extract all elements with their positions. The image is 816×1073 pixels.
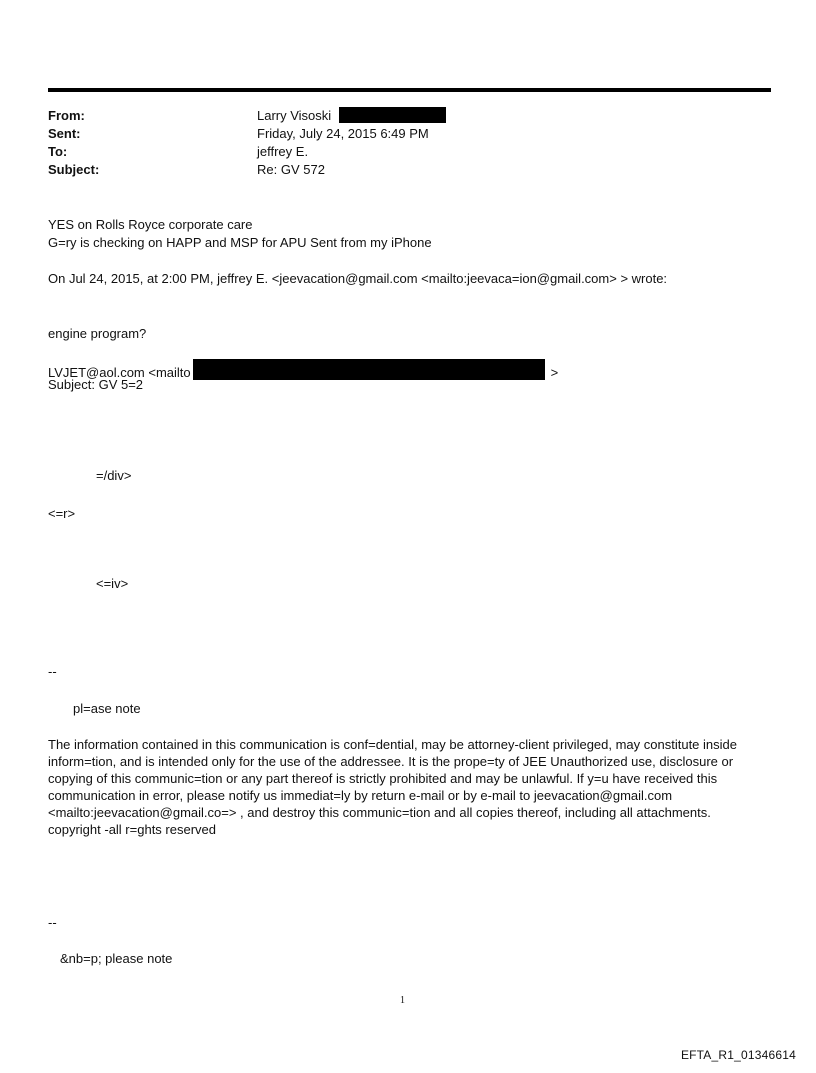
from-value xyxy=(257,107,446,125)
redaction-box xyxy=(193,359,545,380)
sent-value: Friday, July 24, 2015 6:49 PM xyxy=(257,126,429,141)
quote-intro: On Jul 24, 2015, at 2:00 PM, jeffrey E. <jeevacation@gmail.com <mailto:jeevaca=ion@gmail.com> > wrote: xyxy=(48,271,668,286)
document-id: EFTA_R1_01346614 xyxy=(680,1048,796,1062)
confidentiality-disclaimer: The information contained in this communication is conf=dential, may be attorney-client privileged, may constitute inside inform=tion, and is intended only for the use of the addressee. It is the prope=ty of JEE Unauthorized use, disclosure or copying of this communic=tion or any part thereof is strictly prohibited and may be unlawful. If y=u have received this communication in error, please notify us immediat=ly by return e-mail or by e-mail to jeevacation@gmail.com <mailto:jeevacation@gmail.co=> , and destroy this communic=tion and all copies thereof, including all attachments. copyright -all r=ghts reserved xyxy=(48,737,737,837)
please-note-footer: &nb=p; please note xyxy=(60,951,173,966)
div-close-tag: =/div> xyxy=(96,468,132,483)
engine-program-line: engine program? xyxy=(48,326,147,341)
page-number: 1 xyxy=(400,995,405,1006)
subject-row xyxy=(48,161,748,179)
lvjet-prefix: LVJET@aol.com <mailto xyxy=(48,365,191,380)
separator-dashes: -- xyxy=(48,664,57,679)
div-open-tag: <=iv> xyxy=(96,576,129,591)
from-label: From: xyxy=(48,108,85,123)
from-name: Larry Visoski xyxy=(257,108,332,123)
br-tag: <=r> xyxy=(48,506,76,521)
subject-gv-line: Subject: GV 5=2 xyxy=(48,377,144,392)
subject-value: Re: GV 572 xyxy=(257,162,325,177)
body-line-rolls-royce: YES on Rolls Royce corporate care xyxy=(48,217,253,232)
from-row xyxy=(48,107,748,125)
to-label: To: xyxy=(48,144,68,159)
lvjet-suffix: > xyxy=(550,365,559,380)
separator-dashes: -- xyxy=(48,915,57,930)
please-note-heading: pl=ase note xyxy=(73,701,141,716)
sent-label: Sent: xyxy=(48,126,81,141)
to-row xyxy=(48,143,748,161)
body-line-happ-msp: G=ry is checking on HAPP and MSP for APU Sent from my iPhone xyxy=(48,235,432,250)
subject-label: Subject: xyxy=(48,162,100,177)
header-divider xyxy=(48,88,771,92)
redaction-box xyxy=(339,107,446,123)
to-value: jeffrey E. xyxy=(257,144,309,159)
sent-row xyxy=(48,125,748,143)
